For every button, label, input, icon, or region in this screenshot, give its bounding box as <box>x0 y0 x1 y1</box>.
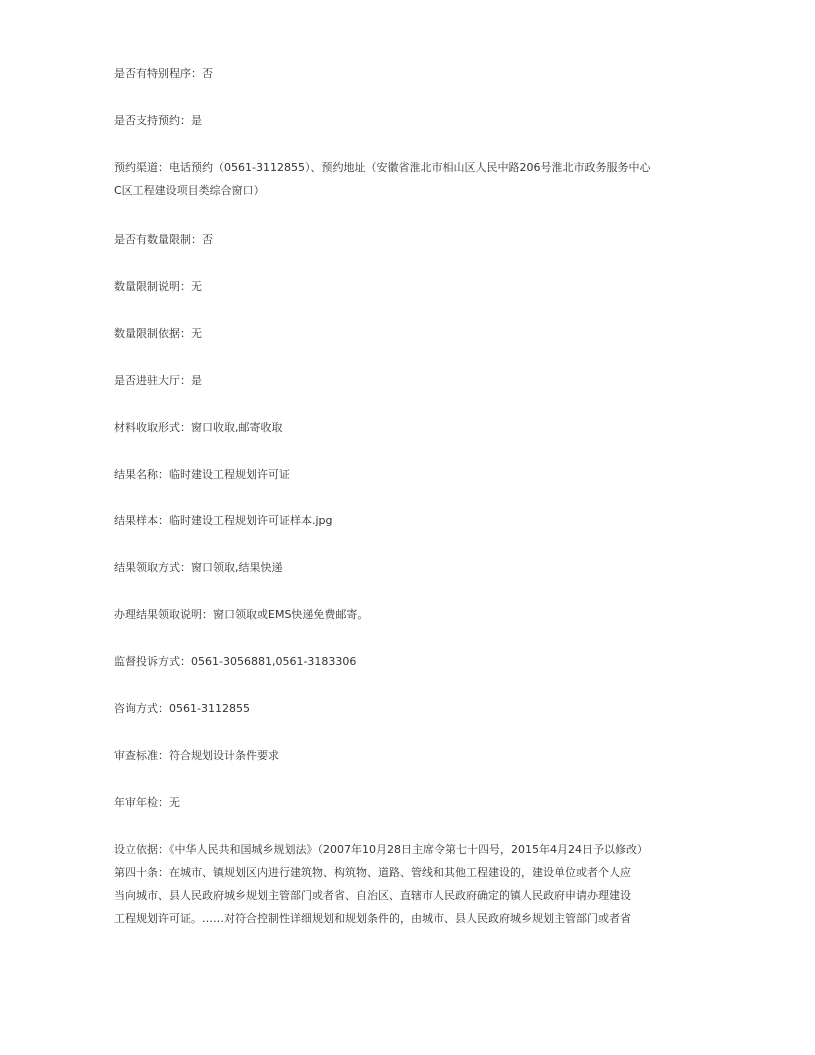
appointment-line: C区工程建设项目类综合窗口） <box>114 184 265 197</box>
field-special-procedure: 是否有特别程序：否 <box>114 67 213 80</box>
field-quantity-limit: 是否有数量限制：否 <box>114 233 213 246</box>
field-legal-basis <box>114 838 694 930</box>
field-hall-entry: 是否进驻大厅：是 <box>114 374 202 387</box>
field-material-collection: 材料收取形式：窗口收取,邮寄收取 <box>114 421 283 434</box>
appointment-line: 预约渠道：电话预约（0561-3112855）、预约地址（安徽省淮北市相山区人民中路206号淮北市政务服务中心 <box>114 161 651 174</box>
field-quantity-limit-desc: 数量限制说明：无 <box>114 280 202 293</box>
basis-line: 设立依据：《中华人民共和国城乡规划法》（2007年10月28日主席令第七十四号，2015年4月24日予以修改） <box>114 843 648 856</box>
field-quantity-limit-basis: 数量限制依据：无 <box>114 327 202 340</box>
field-result-name: 结果名称：临时建设工程规划许可证 <box>114 468 290 481</box>
basis-line: 工程规划许可证。……对符合控制性详细规划和规划条件的，由城市、县人民政府城乡规划主管部门或者省 <box>114 912 631 925</box>
field-appointment-supported: 是否支持预约：是 <box>114 114 202 127</box>
field-complaint-contact: 监督投诉方式：0561-3056881,0561-3183306 <box>114 655 357 668</box>
field-result-pickup-note: 办理结果领取说明：窗口领取或EMS快递免费邮寄。 <box>114 608 369 621</box>
field-review-standard: 审查标准：符合规划设计条件要求 <box>114 749 279 762</box>
basis-line: 当向城市、县人民政府城乡规划主管部门或者省、自治区、直辖市人民政府确定的镇人民政府申请办理建设 <box>114 889 631 902</box>
basis-line: 第四十条：在城市、镇规划区内进行建筑物、构筑物、道路、管线和其他工程建设的，建设单位或者个人应 <box>114 866 631 879</box>
field-appointment-channel <box>114 156 694 202</box>
field-annual-review: 年审年检：无 <box>114 796 180 809</box>
field-consult-contact: 咨询方式：0561-3112855 <box>114 702 250 715</box>
field-result-sample: 结果样本：临时建设工程规划许可证样本.jpg <box>114 514 333 527</box>
field-result-pickup-method: 结果领取方式：窗口领取,结果快递 <box>114 561 283 574</box>
